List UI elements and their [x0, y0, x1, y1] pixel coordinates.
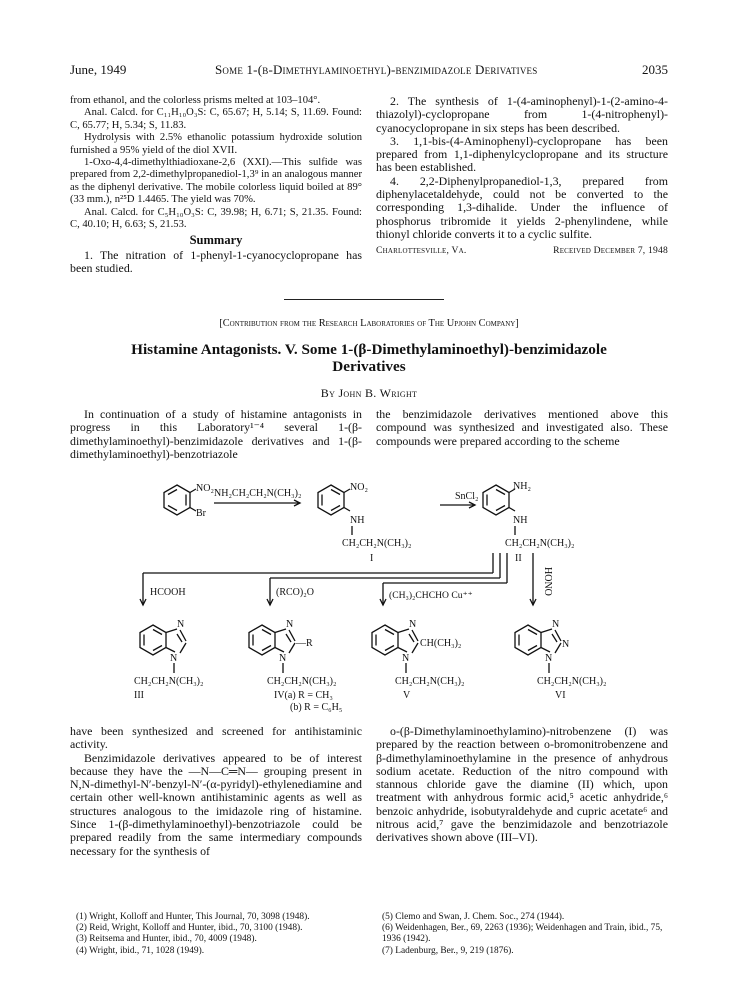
n-label: N: [562, 639, 570, 650]
compound-IV-structure: [249, 619, 342, 713]
compound-VI-structure: [515, 619, 607, 701]
compound-II-structure: [483, 481, 575, 564]
n-label: N: [545, 653, 553, 664]
branch-arrows: [140, 553, 536, 605]
bromonitrobenzene-structure: [164, 483, 214, 519]
n-label: N: [552, 619, 560, 630]
body-text: o-(β-Dimethylaminoethylamino)-nitrobenzene (I) was prepared by the reaction between o-bromonitrobenzene and β-dimethylaminoethylamine in the presence of anhydrous sodium acetate. Reduction of the nitro compound with stannous chloride gave the diamine (II) which, upon treatment with anhydrous formic acid,⁵ acetic anhydride,⁶ benzoic anhydride, isobutyraldehyde and cupric acetate⁶ and nitrous acid,⁷ gave the benzimidazole and benzotriazole derivatives shown above (III–VI).: [376, 724, 668, 845]
compound-label-I: I: [370, 553, 374, 564]
reagent-formic-acid: HCOOH: [150, 587, 186, 598]
body-right-column: [376, 725, 668, 845]
signature-row: [376, 244, 668, 257]
substituent-r: —R: [296, 638, 313, 649]
footnote: (5) Clemo and Swan, J. Chem. Soc., 274 (1944).: [382, 912, 565, 922]
footnote: (3) Reitsema and Hunter, ibid., 70, 4009 (1948).: [76, 934, 257, 945]
intro-text: In continuation of a study of histamine antagonists in progress in this Laboratory¹⁻⁴ several 1-(β-dimethylaminoethyl)-benzimidazole derivatives and 1-(β-dimethylaminoethyl)-benzotriazole: [70, 407, 362, 461]
experimental-text: Anal. Calcd. for C₅H₁₀O₃S: C, 39.98; H, 6.71; S, 21.35. Found: C, 40.10; H, 6.63; S, 21.53.: [70, 206, 362, 231]
n-label: N: [177, 619, 185, 630]
n-label: N: [279, 653, 287, 664]
footnote: (1) Wright, Kolloff and Hunter, This Journal, 70, 3098 (1948).: [76, 912, 310, 922]
compound-III-structure: [134, 619, 204, 701]
side-chain-label: CH₂CH₂N(CH₃)₂: [134, 676, 204, 687]
nh-label: NH: [513, 515, 528, 526]
body-text: have been synthesized and screened for antihistaminic activity.: [70, 724, 362, 752]
side-chain-label: CH₂CH₂N(CH₃)₂: [505, 538, 575, 549]
title-line: Derivatives: [332, 358, 406, 375]
summary-item: 1. The nitration of 1-phenyl-1-cyanocyclopropane has been studied.: [70, 247, 362, 276]
footnote: (6) Weidenhagen, Ber., 69, 2263 (1936); Weidenhagen and Train, ibid., 75, 1936 (1942).: [382, 923, 663, 945]
received-date: Received December 7, 1948: [553, 245, 668, 257]
compound-label-VI: VI: [555, 690, 566, 701]
summary-item: 3. 1,1-bis-(4-Aminophenyl)-cyclopropane has been prepared from 1,1-diphenylcyclopropane and its structure has been established.: [376, 133, 668, 175]
footnote: (7) Ladenburg, Ber., 9, 219 (1876).: [382, 945, 514, 956]
intro-text: the benzimidazole derivatives mentioned above this compound was synthesized and investigated also. These compounds were prepared according to the scheme: [376, 407, 668, 448]
bromo-label: Br: [196, 508, 206, 519]
side-chain-label: CH₂CH₂N(CH₃)₂: [395, 676, 465, 687]
n-label: N: [286, 619, 294, 630]
n-label: N: [402, 653, 410, 664]
side-chain-label: CH₂CH₂N(CH₃)₂: [342, 538, 412, 549]
reagent-nitrous-acid: HONO: [542, 567, 553, 596]
summary-heading: Summary: [189, 233, 243, 248]
n-label: N: [170, 653, 178, 664]
summary-item: 4. 2,2-Diphenylpropanediol-1,3, prepared from diphenylacetaldehyde, could not be converted to the corresponding 1,3-dihalide. Under the influence of phosphorus tribromide it yields 2-phenylindene, while thionyl chloride converts it to a cyclic sulfite.: [376, 173, 668, 241]
side-chain-label: CH₂CH₂N(CH₃)₂: [537, 676, 607, 687]
title-line: Histamine Antagonists. V. Some 1-(β-Dimethylaminoethyl)-benzimidazole: [131, 341, 607, 358]
reagent-aldehyde: (CH₃)₂CHCHO Cu⁺⁺: [389, 590, 473, 601]
summary-item: 2. The synthesis of 1-(4-aminophenyl)-1-(2-amino-4-thiazolyl)-cyclopropane from 1-(4-nitrophenyl)-cyanocyclopropane in six steps has been described.: [376, 94, 668, 135]
reaction-arrow: [440, 502, 475, 508]
reagent-anhydride: (RCO)₂O: [276, 587, 314, 598]
prev-article-right-column: [376, 95, 668, 258]
reaction-arrow: [214, 500, 300, 506]
compound-label-III: III: [134, 690, 144, 701]
footnotes-left: [76, 912, 366, 957]
header-title: Some 1-(β-Dimethylaminoethyl)-benzimidazole Derivatives: [215, 62, 538, 77]
compound-label-II: II: [515, 553, 522, 564]
body-left-column: [70, 725, 362, 858]
compound-label-IVa: IV(a) R = CH₃: [274, 690, 333, 701]
article-title: [70, 341, 668, 375]
nh-label: NH: [350, 515, 365, 526]
nitro-label: NO₂: [350, 482, 368, 493]
compound-I-structure: [318, 482, 412, 564]
footnote: (4) Wright, ibid., 71, 1028 (1949).: [76, 945, 205, 956]
experimental-text: Hydrolysis with 2.5% ethanolic potassium hydroxide solution furnished a 95% yield of the diol XVII.: [70, 132, 362, 156]
n-label: N: [409, 619, 417, 630]
reagent-sncl2: SnCl₂: [455, 491, 479, 502]
reaction-scheme: [0, 465, 729, 720]
contribution-line: [Contribution from the Research Laboratories of The Upjohn Company]: [219, 318, 519, 329]
intro-right-column: [376, 408, 668, 448]
footnote: (2) Reid, Wright, Kolloff and Hunter, ibid., 70, 3100 (1948).: [76, 923, 303, 934]
amino-label: NH₂: [513, 481, 531, 492]
footnotes-right: [382, 912, 672, 957]
side-chain-label: CH₂CH₂N(CH₃)₂: [267, 676, 337, 687]
header-page-number: 2035: [642, 62, 668, 77]
compound-label-V: V: [403, 690, 411, 701]
running-header: [70, 62, 668, 82]
compound-label-IVb: (b) R = C₆H₅: [290, 702, 343, 713]
compound-V-structure: [372, 619, 465, 701]
byline: By John B. Wright: [320, 386, 418, 400]
intro-left-column: [70, 408, 362, 461]
experimental-text: from ethanol, and the colorless prisms melted at 103–104°.: [70, 95, 321, 106]
experimental-text: Anal. Calcd. for C₁₁H₁₀O₃S: C, 65.67; H, 5.14; S, 11.69. Found: C, 65.77; H, 5.34; S, 11.83.: [70, 107, 362, 131]
experimental-text: 1-Oxo-4,4-dimethylthiadioxane-2,6 (XXI).—This sulfide was prepared from 2,2-dimethylpropanediol-1,3⁹ in an analogous manner as the diphenyl derivative. The mobile colorless liquid boiled at 89° (33 mm.), n²⁵D 1.4465. The yield was 70%.: [70, 157, 362, 206]
place: Charlottesville, Va.: [376, 245, 467, 257]
header-date: June, 1949: [70, 62, 127, 77]
nitro-label: NO₂: [196, 483, 214, 494]
substituent-isopropyl: CH(CH₃)₂: [420, 638, 462, 649]
body-text: Benzimidazole derivatives appeared to be of interest because they have the —N—C═N— grouping present in N,N-dimethyl-N′-benzyl-N′-(α-pyridyl)-ethylenediamine and certain other well-known antihistaminic agents as well as structures analogous to the imidazole ring of histamine. Since 1-(β-dimethylaminoethyl)-benzotriazole could be prepared readily from the same intermediary compounds necessary for the synthesis of: [70, 750, 362, 858]
reagent-amine: NH₂CH₂CH₂N(CH₃)₂: [214, 488, 302, 499]
prev-article-left-column: [70, 95, 362, 275]
separator-rule: [284, 299, 444, 300]
